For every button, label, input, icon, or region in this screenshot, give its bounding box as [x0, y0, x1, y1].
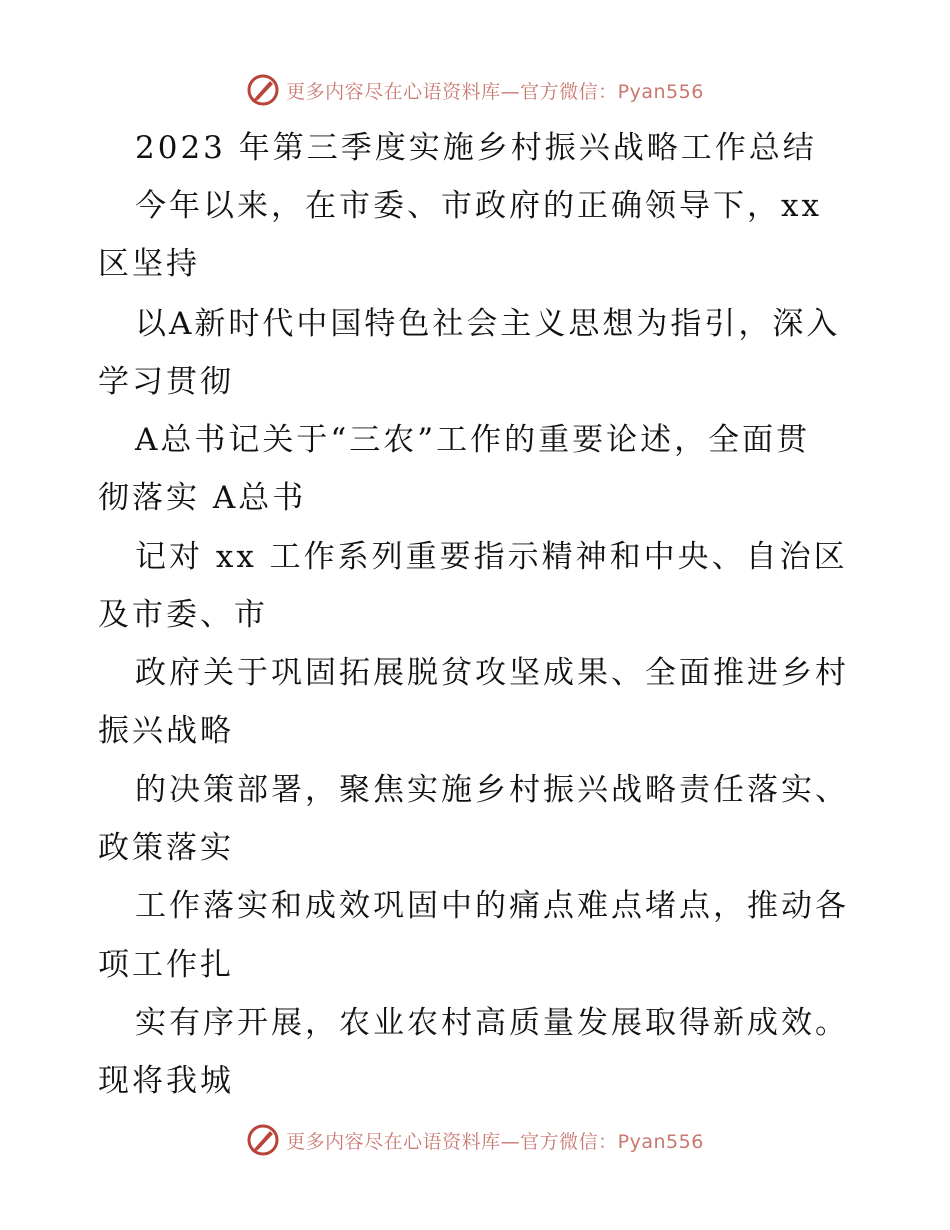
text-line: 彻落实 A总书 [98, 480, 307, 516]
text-line: 实有序开展，农业农村高质量发展取得新成效。 [135, 1005, 849, 1041]
text-line: 现将我城 [98, 1063, 234, 1099]
text-line: 以A新时代中国特色社会主义思想为指引，深入 [135, 306, 841, 342]
text-line: 今年以来，在市委、市政府的正确领导下，xx [135, 188, 822, 224]
text-line: 工作落实和成效巩固中的痛点难点堵点，推动各 [135, 888, 849, 924]
text-line: 振兴战略 [98, 713, 234, 749]
text-line: 项工作扎 [98, 947, 234, 983]
watermark-text: 更多内容尽在心语资料库—官方微信：Pyan556 [286, 80, 704, 103]
text-line: 及市委、市 [98, 597, 268, 633]
text-line: A总书记关于“三农”工作的重要论述，全面贯 [135, 422, 811, 458]
text-line: 的决策部署，聚焦实施乡村振兴战略责任落实、 [135, 772, 849, 808]
watermark-footer [0, 1120, 950, 1160]
document-title: 2023 年第三季度实施乡村振兴战略工作总结 [135, 130, 817, 166]
quill-pen-seal-icon [246, 73, 280, 107]
watermark-header [0, 70, 950, 110]
text-line: 政府关于巩固拓展脱贫攻坚成果、全面推进乡村 [135, 655, 849, 691]
watermark-text: 更多内容尽在心语资料库—官方微信：Pyan556 [286, 1130, 704, 1153]
text-line: 政策落实 [98, 830, 234, 866]
text-line: 学习贯彻 [98, 364, 234, 400]
text-line: 记对 xx 工作系列重要指示精神和中央、自治区 [135, 539, 848, 575]
text-line: 区坚持 [98, 246, 200, 282]
quill-pen-seal-icon [246, 1123, 280, 1157]
